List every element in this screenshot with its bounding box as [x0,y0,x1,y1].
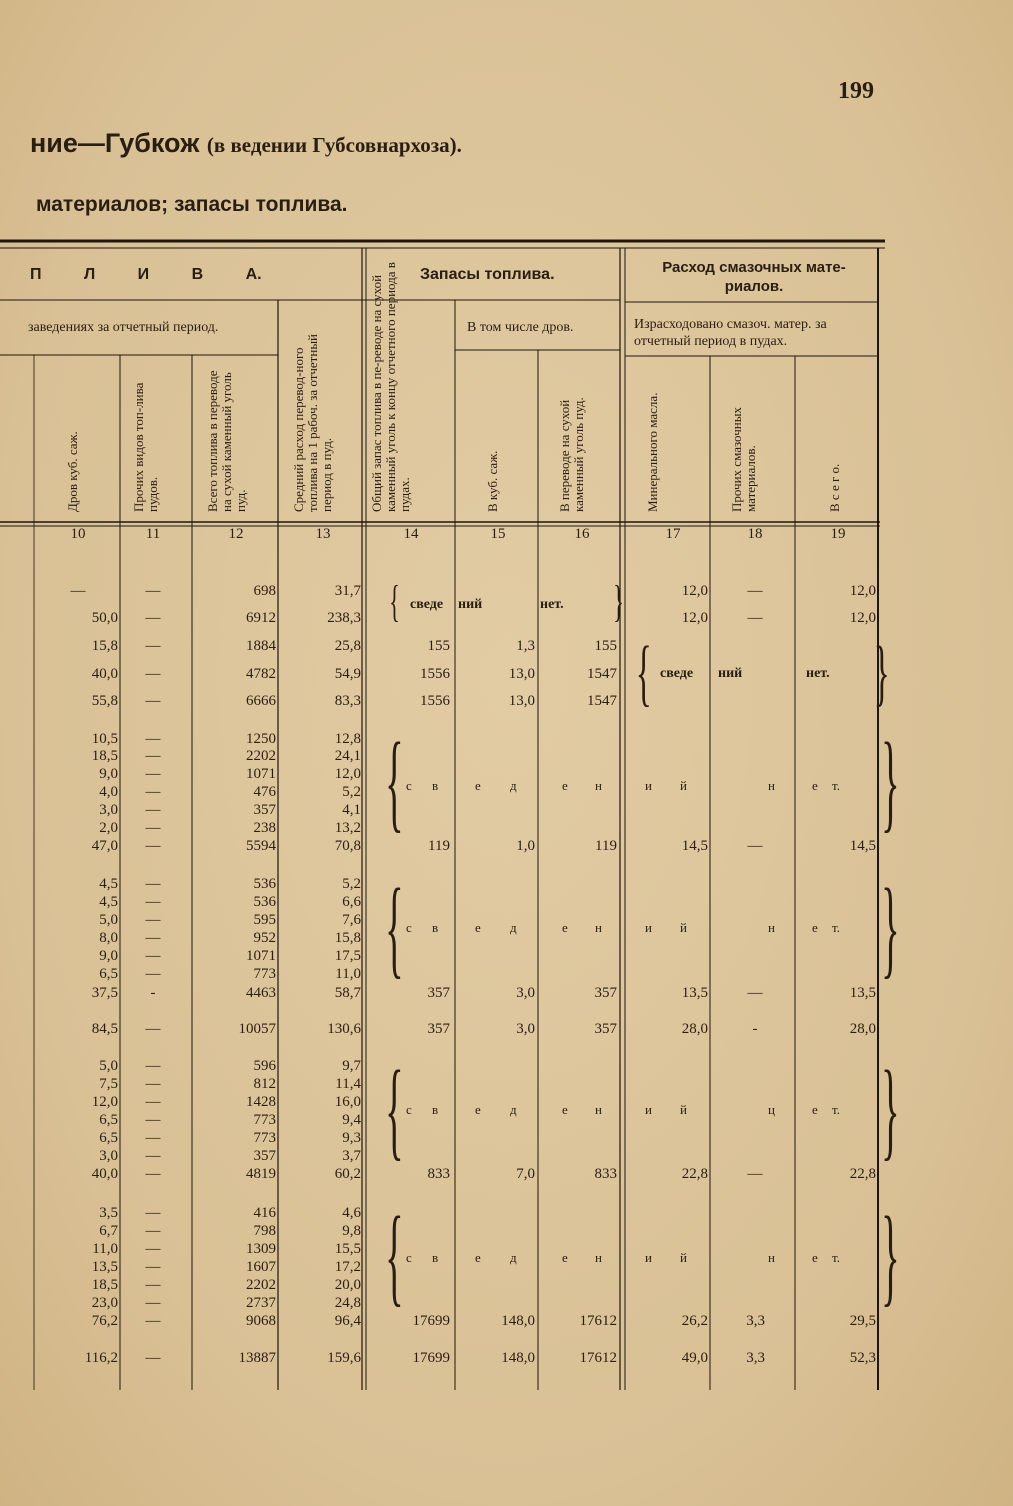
table-cell: — [145,912,161,928]
table-cell: 6,5 [99,1130,118,1146]
column-number: 11 [145,526,161,542]
note-text: е [475,778,481,793]
table-cell: 13,5 [849,985,876,1001]
table-cell: 476 [253,784,276,800]
table-cell: 11,4 [335,1076,361,1092]
brace-left: { [389,577,400,626]
table-cell: 49,0 [681,1350,708,1366]
table-cell: 15,8 [91,638,118,654]
note-text: т. [832,1102,840,1117]
note-text: н [595,778,602,793]
table-cell: — [145,1259,161,1275]
table-cell: 4782 [246,666,276,682]
table-cell: 833 [594,1166,617,1182]
note-text: с [406,1102,412,1117]
table-cell: 31,7 [334,583,361,599]
table-cell: — [145,1277,161,1293]
table-cell: 17612 [579,1313,617,1329]
note-text: ц [768,1102,775,1117]
table-cell: 22,8 [681,1166,708,1182]
table-cell: — [747,610,763,626]
note-text: н [595,1102,602,1117]
note-text: е [812,920,818,935]
table-cell: 17,2 [334,1259,361,1275]
table-cell: 10,5 [91,731,118,747]
table-cell: 773 [253,1112,276,1128]
table-cell: 22,8 [849,1166,876,1182]
table-cell: 13,0 [508,693,535,709]
table-cell: 1071 [246,948,276,964]
table-cell: 6,6 [342,894,361,910]
table-cell: — [145,693,161,709]
note-text: е [562,1102,568,1117]
table-cell: — [145,766,161,782]
table-cell: 595 [253,912,276,928]
table-cell: 10057 [238,1021,276,1037]
table-cell: 26,2 [681,1313,708,1329]
header-col-10: Дров куб. саж. [65,431,80,512]
table-cell: 9,4 [342,1112,361,1128]
table-cell: 3,0 [99,1148,118,1164]
table-cell: 3,0 [516,1021,535,1037]
note-text: в [432,1250,439,1265]
table-cell: — [747,583,763,599]
note-text: с [406,1250,412,1265]
note-text: й [680,1102,687,1117]
table-cell: 155 [594,638,617,654]
table-cell: 6,5 [99,966,118,982]
table-cell: 7,6 [342,912,361,928]
note-text: т. [832,1250,840,1265]
table-cell: 1309 [246,1241,276,1257]
note-text: в [432,920,439,935]
table-cell: 1250 [246,731,276,747]
table-cell: 15,5 [334,1241,361,1257]
table-cell: 13887 [238,1350,276,1366]
column-number: 18 [747,526,763,542]
header-col-14: Общий запас топлива в пе-реводе на сухой каменный уголь к концу отчетного периода в пудах. [369,262,412,512]
table-cell: 18,5 [91,748,118,764]
table-cell: 3,0 [99,802,118,818]
table-cell: — [145,838,161,854]
table-cell: 4,5 [99,894,118,910]
table-cell: 773 [253,1130,276,1146]
table-cell: 4,6 [342,1205,361,1221]
note-text: е [475,1250,481,1265]
table-cell: 6,7 [99,1223,118,1239]
table-cell: 2737 [246,1295,276,1311]
table-cell: 1547 [587,666,617,682]
header-fuel: П Л И В А. [30,266,262,283]
table-cell: 4,5 [99,876,118,892]
table-cell: — [145,1313,161,1329]
table-cell: - [150,985,156,1001]
table-cell: 812 [253,1076,276,1092]
note-text: е [475,920,481,935]
header-col-17: Минерального масла. [645,392,660,512]
table-cell: — [145,1076,161,1092]
table-cell: 5,2 [342,876,361,892]
note-text: е [562,778,568,793]
table-cell: 116,2 [84,1350,118,1366]
header-col-19: В с е г о. [827,463,842,512]
table-cell: 357 [594,985,617,1001]
table-cell: 14,5 [681,838,708,854]
table-cell: 24,8 [334,1295,361,1311]
brace-right: } [613,577,624,626]
table-cell: 12,0 [681,583,708,599]
table-cell: 357 [427,1021,450,1037]
table-cell: 17699 [412,1313,450,1329]
table-cell: 416 [253,1205,276,1221]
table-cell: 16,0 [334,1094,361,1110]
note-text: д [510,1102,517,1117]
table-cell: 28,0 [849,1021,876,1037]
note-text: в [432,1102,439,1117]
table-cell: — [145,1223,161,1239]
table-cell: 17612 [579,1350,617,1366]
table-cell: 4,0 [99,784,118,800]
table-cell: 17,5 [334,948,361,964]
table-cell: 20,0 [334,1277,361,1293]
table-cell: 76,2 [91,1313,118,1329]
table-cell: — [145,894,161,910]
table-cell: 155 [427,638,450,654]
brace-left: { [635,632,652,714]
note-text: е [812,1102,818,1117]
page-number: 199 [838,78,874,104]
table-cell: — [145,1350,161,1366]
table-cell: 28,0 [681,1021,708,1037]
table-cell: 9,3 [342,1130,361,1146]
note-text: й [680,1250,687,1265]
table-cell: — [70,583,86,599]
table-cell: 798 [253,1223,276,1239]
table-cell: 13,5 [91,1259,118,1275]
table-cell: — [145,1130,161,1146]
table-cell: 14,5 [849,838,876,854]
brace-left: { [385,720,404,842]
note-text: с [406,778,412,793]
table-cell: 12,0 [849,610,876,626]
table-cell: — [145,666,161,682]
table-cell: 9068 [246,1313,276,1329]
header-lub-used: Израсходовано смазоч. матер. за отчетный период в пудах. [634,317,827,349]
table-cell: — [145,1112,161,1128]
note-text: сведе [410,597,444,612]
table-cell: 536 [253,894,276,910]
table-cell: 5,2 [342,784,361,800]
table-cell: 70,8 [334,838,361,854]
brace-right: } [881,866,900,988]
note-text: е [812,778,818,793]
table-cell: 596 [253,1058,276,1074]
table-cell: — [145,784,161,800]
note-text: н [768,778,775,793]
note-text: т. [832,778,840,793]
column-number: 17 [665,526,681,542]
header-col-13: Средний расход перевод-ного топлива на 1 рабоч. за отчетный период в пуд. [291,333,334,512]
table-cell: 17699 [412,1350,450,1366]
note-text: е [812,1250,818,1265]
table-cell: 833 [427,1166,450,1182]
column-number: 13 [315,526,331,542]
header-lubricants: Расход смазочных мате-риалов. [662,259,846,295]
title-paren: (в ведении Губсовнархоза). [206,133,462,157]
table-cell: 3,3 [746,1350,765,1366]
table-cell: - [752,1021,758,1037]
title-main: ние—Губкож [30,128,200,158]
note-text: и [645,920,652,935]
note-text: сведе [660,666,694,681]
note-text: с [406,920,412,935]
table-cell: 1,0 [516,838,535,854]
table-cell: 1607 [246,1259,276,1275]
note-text: и [645,1250,652,1265]
table-cell: 5,0 [99,1058,118,1074]
table-cell: 96,4 [334,1313,361,1329]
column-number: 19 [830,526,846,542]
note-text: д [510,1250,517,1265]
table-cell: — [145,1021,161,1037]
table-cell: 15,8 [334,930,361,946]
header-col-15: В куб. саж. [485,450,500,512]
note-text: нет. [540,597,564,612]
table-cell: — [145,1205,161,1221]
table-cell: 5,0 [99,912,118,928]
table-cell: 9,0 [99,948,118,964]
table-cell: 1071 [246,766,276,782]
table-cell: 2202 [246,1277,276,1293]
table-cell: 6666 [246,693,276,709]
table-cell: 9,7 [342,1058,361,1074]
note-text: т. [832,920,840,935]
table-cell: — [145,966,161,982]
table-cell: 40,0 [91,666,118,682]
header-stock: Запасы топлива. [420,266,555,283]
brace-left: { [385,866,404,988]
table-cell: — [145,1295,161,1311]
column-number: 16 [574,526,590,542]
table-cell: 13,2 [334,820,361,836]
table-cell: 238,3 [327,610,361,626]
table-cell: 2202 [246,748,276,764]
table-cell: 58,7 [334,985,361,1001]
note-text: нет. [806,666,830,681]
brace-right: } [873,632,890,714]
table-cell: 8,0 [99,930,118,946]
note-text: и [645,1102,652,1117]
table-cell: 9,0 [99,766,118,782]
column-number: 12 [228,526,244,542]
brace-right: } [881,720,900,842]
column-number: 10 [70,526,86,542]
table-cell: 18,5 [91,1277,118,1293]
table-cell: — [145,930,161,946]
table-cell: 3,3 [746,1313,765,1329]
table-cell: — [145,1241,161,1257]
table-cell: 238 [253,820,276,836]
table-cell: — [145,610,161,626]
table-cell: 357 [253,1148,276,1164]
note-text: н [595,1250,602,1265]
table-cell: 29,5 [849,1313,876,1329]
table-cell: 11,0 [92,1241,118,1257]
table-cell: 130,6 [327,1021,361,1037]
table-cell: 148,0 [501,1350,535,1366]
table-cell: 52,3 [849,1350,876,1366]
brace-right: } [881,1194,900,1316]
table-cell: 12,0 [849,583,876,599]
table-cell: 536 [253,876,276,892]
table-cell: 698 [253,583,276,599]
note-text: и [645,778,652,793]
table-cell: 952 [253,930,276,946]
table-cell: 4463 [246,985,276,1001]
table-cell: — [145,748,161,764]
table-cell: 357 [253,802,276,818]
table-cell: 5594 [246,838,276,854]
column-number: 15 [490,526,506,542]
header-col-12: Всего топлива в переводе на сухой каменный уголь пуд. [205,370,248,512]
table-cell: 4,1 [342,802,361,818]
table-cell: 84,5 [91,1021,118,1037]
note-text: в [432,778,439,793]
table-cell: 4819 [246,1166,276,1182]
table-cell: — [145,1166,161,1182]
table-cell: 148,0 [501,1313,535,1329]
table-cell: — [145,876,161,892]
table-cell: 357 [427,985,450,1001]
table-cell: 60,2 [334,1166,361,1182]
table-cell: 9,8 [342,1223,361,1239]
table-cell: 54,9 [334,666,361,682]
table-cell: 6912 [246,610,276,626]
note-text: й [680,920,687,935]
table-cell: 40,0 [91,1166,118,1182]
table-cell: 1884 [246,638,276,654]
table-cell: 13,0 [508,666,535,682]
table-cell: 50,0 [91,610,118,626]
brace-left: { [385,1048,404,1170]
table-cell: — [145,802,161,818]
note-text: ний [718,666,743,681]
note-text: е [475,1102,481,1117]
table-cell: 55,8 [91,693,118,709]
table-cell: 119 [428,838,450,854]
table-cell: 1547 [587,693,617,709]
table-cell: — [145,583,161,599]
table-cell: — [747,1166,763,1182]
table-cell: 119 [595,838,617,854]
table-cell: 7,5 [99,1076,118,1092]
note-text: н [768,920,775,935]
table-cell: — [145,1094,161,1110]
table-cell: — [747,838,763,854]
note-text: е [562,920,568,935]
brace-right: } [881,1048,900,1170]
table-cell: — [145,638,161,654]
table-cell: — [145,948,161,964]
brace-left: { [385,1194,404,1316]
table-cell: 2,0 [99,820,118,836]
header-col-18: Прочих смазочных материалов. [729,407,758,512]
table-cell: 23,0 [91,1295,118,1311]
page-subtitle: материалов; запасы топлива. [36,193,348,216]
table-cell: 47,0 [91,838,118,854]
table-cell: 25,8 [334,638,361,654]
table-cell: 83,3 [334,693,361,709]
note-text: й [680,778,687,793]
table-cell: — [145,1148,161,1164]
table-cell: 12,0 [334,766,361,782]
table-cell: 1556 [420,666,450,682]
table-cell: 3,0 [516,985,535,1001]
note-text: д [510,920,517,935]
table-cell: 24,1 [334,748,361,764]
note-text: н [595,920,602,935]
table-cell: — [145,731,161,747]
table-cell: 3,7 [342,1148,361,1164]
note-text: е [562,1250,568,1265]
table-cell: 12,8 [334,731,361,747]
table-cell: 11,0 [335,966,361,982]
table-cell: 12,0 [91,1094,118,1110]
header-col-16: В переводе на сухой каменный уголь пуд. [557,397,586,512]
table-cell: 7,0 [516,1166,535,1182]
table-cell: — [145,1058,161,1074]
table-cell: 1556 [420,693,450,709]
note-text: н [768,1250,775,1265]
note-text: ний [458,597,483,612]
table-cell: 1428 [246,1094,276,1110]
header-col-11: Прочих видов топ-лива пудов. [131,382,160,512]
table-cell: 3,5 [99,1205,118,1221]
header-received: заведениях за отчетный период. [28,320,219,335]
header-wood: В том числе дров. [467,320,574,335]
table-cell: — [145,820,161,836]
table-cell: 13,5 [681,985,708,1001]
table-cell: 6,5 [99,1112,118,1128]
table-cell: 12,0 [681,610,708,626]
table-cell: 159,6 [327,1350,361,1366]
table-cell: 357 [594,1021,617,1037]
column-number: 14 [403,526,419,542]
note-text: д [510,778,517,793]
table-cell: 1,3 [516,638,535,654]
table-cell: — [747,985,763,1001]
table-cell: 37,5 [91,985,118,1001]
table-cell: 773 [253,966,276,982]
